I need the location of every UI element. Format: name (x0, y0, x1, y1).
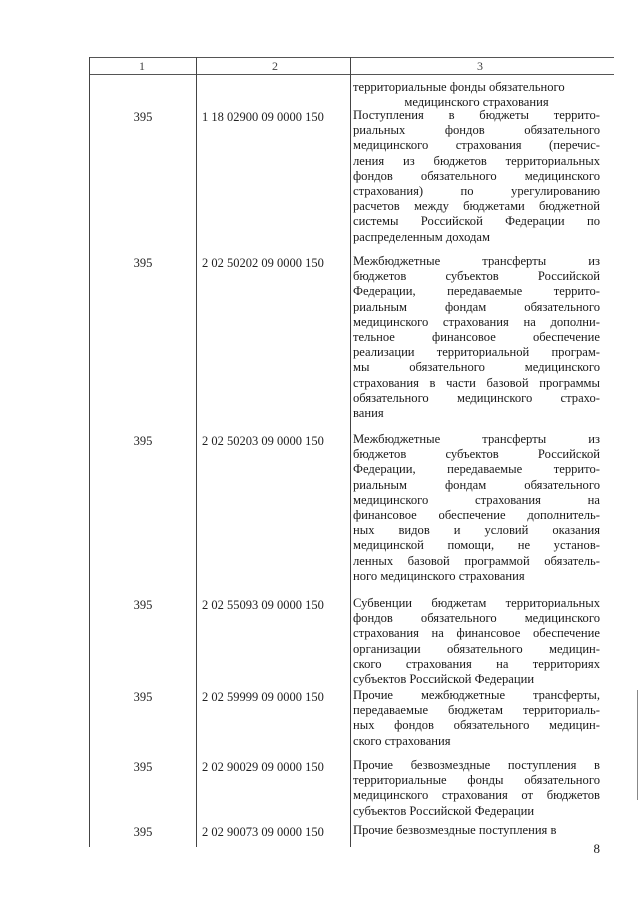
description-line: распределенным доходам (353, 229, 490, 244)
description-line: медицинского страхования от бюджетов (353, 788, 600, 803)
description-line: медицинского страхования на (353, 492, 600, 507)
description-line: фондов обязательного медицинского (353, 611, 600, 626)
description-line: субъектов Российской Федерации (353, 672, 535, 687)
column-header-3: 3 (477, 59, 483, 73)
description-line: риальным фондам обязательного (353, 299, 600, 314)
budget-code: 2 02 59999 09 0000 150 (202, 690, 324, 704)
budget-code: 1 18 02900 09 0000 150 (202, 110, 324, 124)
description-line: Поступления в бюджеты террито- (353, 108, 600, 122)
description-line: бюджетов субъектов Российской (353, 269, 600, 284)
budget-code: 2 02 90073 09 0000 150 (202, 825, 324, 839)
continuation-text: территориальные фонды обязательного медицинского страхования (353, 80, 565, 110)
description-line: территориальные фонды обязательного (353, 773, 600, 788)
budget-code: 2 02 55093 09 0000 150 (202, 598, 324, 612)
description-line: ленных базовой программой обязатель- (353, 553, 600, 568)
row-description (353, 596, 600, 687)
description-line: ного медицинского страхования (353, 568, 525, 583)
column-divider-2 (196, 57, 197, 847)
description-line: риальным фондам обязательного (353, 477, 600, 492)
row-number: 395 (133, 690, 153, 704)
row-description (353, 688, 600, 749)
description-line: бюджетов субъектов Российской (353, 447, 600, 462)
table-header (89, 57, 614, 75)
description-line: медицинской помощи, не установ- (353, 538, 600, 553)
description-line: передаваемые бюджетам территориаль- (353, 703, 600, 718)
budget-code: 2 02 50202 09 0000 150 (202, 256, 324, 270)
description-line: ского страхования (353, 733, 451, 748)
description-line: Прочие безвозмездные поступления в (353, 823, 557, 837)
description-line: Прочие безвозмездные поступления в (353, 758, 600, 772)
description-line: финансовое обеспечение дополнитель- (353, 508, 600, 523)
description-line: системы Российской Федерации по (353, 214, 600, 229)
column-divider-1 (89, 57, 90, 847)
description-line: Субвенции бюджетам территориальных (353, 596, 600, 610)
description-line: медицинского страхования на дополни- (353, 314, 600, 329)
description-line: вания (353, 406, 384, 421)
row-number: 395 (133, 598, 153, 612)
description-line: мы обязательного медицинского (353, 360, 600, 375)
scan-edge-mark (637, 690, 638, 800)
description-line: медицинского страхования (перечис- (353, 138, 600, 153)
row-description (353, 254, 600, 421)
description-line: обязательного медицинского страхо- (353, 390, 600, 405)
description-line: Федерации, передаваемые террито- (353, 284, 600, 299)
column-header-2: 2 (272, 59, 278, 73)
description-line: организации обязательного медицин- (353, 641, 600, 656)
description-line: ления из бюджетов территориальных (353, 153, 600, 168)
row-number: 395 (133, 825, 153, 839)
description-line: Прочие межбюджетные трансферты, (353, 688, 600, 702)
description-line: риальных фондов обязательного (353, 123, 600, 138)
row-description (353, 108, 600, 245)
row-number: 395 (133, 110, 153, 124)
description-line: страхования) по урегулированию (353, 184, 600, 199)
row-number: 395 (133, 760, 153, 774)
description-line: ных фондов обязательного медицин- (353, 718, 600, 733)
description-line: реализации территориальной програм- (353, 345, 600, 360)
budget-code: 2 02 50203 09 0000 150 (202, 434, 324, 448)
row-number: 395 (133, 434, 153, 448)
description-line: страхования на финансовое обеспечение (353, 626, 600, 641)
description-line: субъектов Российской Федерации (353, 803, 535, 818)
description-line: ского страхования на территориях (353, 656, 600, 671)
description-line: страхования в части базовой программы (353, 375, 600, 390)
row-number: 395 (133, 256, 153, 270)
description-line: тельное финансовое обеспечение (353, 330, 600, 345)
column-header-1: 1 (139, 59, 145, 73)
description-line: фондов обязательного медицинского (353, 168, 600, 183)
description-line: расчетов между бюджетами бюджетной (353, 199, 600, 214)
description-line: ных видов и условий оказания (353, 523, 600, 538)
row-description (353, 823, 600, 838)
page-number: 8 (593, 841, 600, 856)
budget-code: 2 02 90029 09 0000 150 (202, 760, 324, 774)
description-line: Федерации, передаваемые террито- (353, 462, 600, 477)
description-line: Межбюджетные трансферты из (353, 254, 600, 268)
column-divider-3 (350, 57, 351, 847)
description-line: Межбюджетные трансферты из (353, 432, 600, 446)
row-description (353, 432, 600, 584)
row-description (353, 758, 600, 819)
